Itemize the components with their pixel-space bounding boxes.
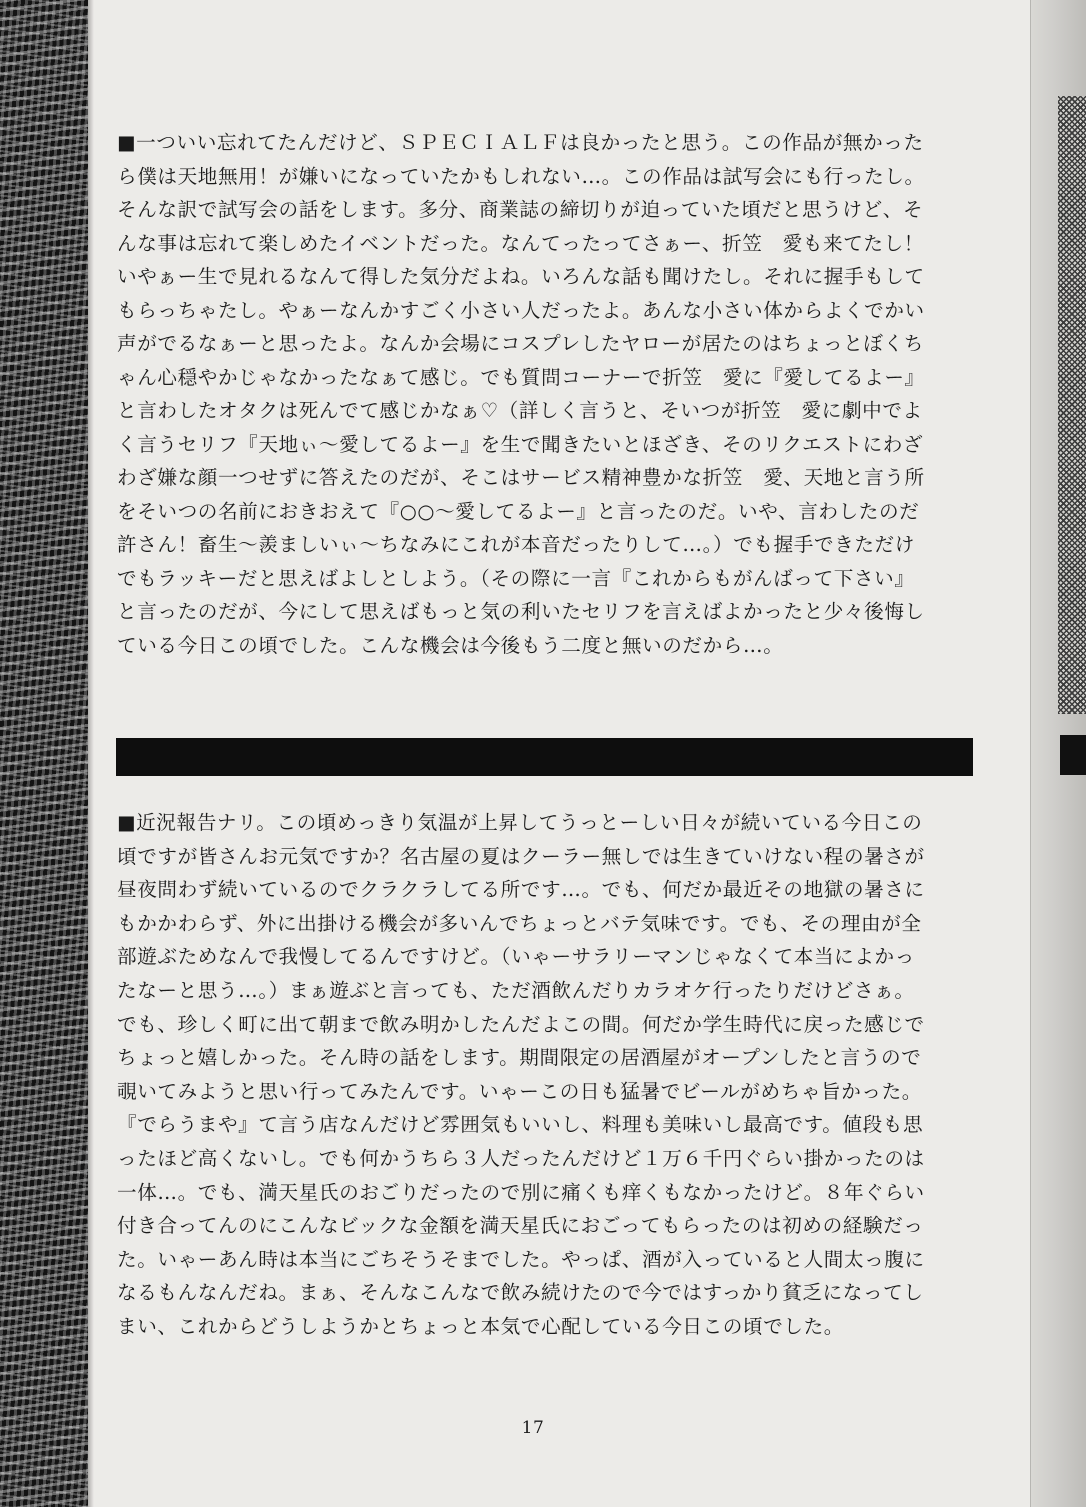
text-line: 部遊ぶためなんで我慢してるんですけど。（いゃーサラリーマンじゃなくて本当によかっ xyxy=(117,945,915,969)
text-line: いやぁー生で見れるなんて得した気分だよね。いろんな話も聞けたし。それに握手もして xyxy=(117,265,925,288)
page-number xyxy=(0,1418,1086,1438)
text-line: わざ嫌な顔一つせずに答えたのだが、そこはサービス精神豊かな折笠 愛、天地と言う所 xyxy=(117,466,925,489)
text-section-1 xyxy=(117,126,973,662)
text-line: 昼夜問わず続いているのでクラクラしてる所です…。でも、何だか最近その地獄の暑さに xyxy=(117,878,925,902)
text-line: ちょっと嬉しかった。そん時の話をします。期間限定の居酒屋がオープンしたと言うので xyxy=(117,1046,922,1070)
section-divider-bar xyxy=(116,738,973,776)
text-line: た。いゃーあん時は本当にごちそうそまでした。やっぱ、酒が入っていると人間太っ腹に xyxy=(117,1247,925,1271)
left-screentone-strip xyxy=(0,0,88,1507)
text-line: をそいつの名前におきおえて『○○～愛してるよー』と言ったのだ。いや、言わしたのだ xyxy=(117,499,920,523)
text-line: ら僕は天地無用！が嫌いになっていたかもしれない…。この作品は試写会にも行ったし。 xyxy=(117,164,925,188)
text-line: もかかわらず、外に出掛ける機会が多いんでちょっとバテ気味です。でも、その理由が全 xyxy=(117,911,922,935)
text-line: 一体…。でも、満天星氏のおごりだったので別に痛くも痒くもなかったけど。８年ぐらい xyxy=(117,1180,925,1204)
text-line: そんな訳で試写会の話をします。多分、商業誌の締切りが迫っていた頃だと思うけど、そ xyxy=(117,198,924,221)
text-line: 許さん！畜生～羨ましいぃ～ちなみにこれが本音だったりして…。）でも握手できただけ xyxy=(117,533,915,556)
text-line: たなーと思う…。）まぁ遊ぶと言っても、ただ酒飲んだりカラオケ行ったりだけどさぁ。 xyxy=(117,978,915,1002)
text-line: でもラッキーだと思えばよしとしよう。（その際に一言『これからもがんばって下さい』 xyxy=(117,566,915,590)
text-line: まい、これからどうしようかとちょっと本気で心配している今日この頃でした。 xyxy=(117,1314,844,1338)
text-line: ■近況報告ナリ。この頃めっきり気温が上昇してうっとーしい日々が続いている今日この xyxy=(117,811,923,834)
text-line: ゃん心穏やかじゃなかったなぁて感じ。でも質問コーナーで折笠 愛に『愛してるよー』 xyxy=(117,365,925,389)
page-number-text: 17 xyxy=(521,1418,545,1438)
text-line: ■一ついい忘れてたんだけど、ＳＰＥＣＩＡＬＦは良かったと思う。この作品が無かった xyxy=(117,131,924,154)
text-line: 『でらうまや』て言う店なんだけど雰囲気もいいし、料理も美味いし最高です。値段も思 xyxy=(117,1113,924,1137)
text-line: ている今日この頃でした。こんな機会は今後もう二度と無いのだから…。 xyxy=(117,633,784,657)
text-line: なるもんなんだね。まぁ、そんなこんなで飲み続けたので今ではすっかり貧乏になってし xyxy=(117,1281,924,1305)
text-line: と言ったのだが、今にして思えばもっと気の利いたセリフを言えばよかったと少々後悔し xyxy=(117,600,925,623)
text-line: 声がでるなぁーと思ったよ。なんか会場にコスプレしたヤローが居たのはちょっとぼくち xyxy=(117,332,924,355)
text-line: 頃ですが皆さんお元気ですか？名古屋の夏はクーラー無しでは生きていけない程の暑さが xyxy=(117,844,925,868)
facing-page-screentone xyxy=(1058,96,1086,714)
text-line: 覗いてみようと思い行ってみたんです。いゃーこの日も猛暑でビールがめちゃ旨かった。 xyxy=(117,1079,923,1103)
text-line: 付き合ってんのにこんなビックな金額を満天星氏におごってもらったのは初めの経験だっ xyxy=(117,1214,924,1238)
text-line: でも、珍しく町に出て朝まで飲み明かしたんだよこの間。何だか学生時代に戻った感じで xyxy=(117,1012,925,1036)
text-line: んな事は忘れて楽しめたイベントだった。なんてったってさぁー、折笠 愛も来てたし！ xyxy=(117,231,924,255)
text-line: く言うセリフ『天地ぃ～愛してるよー』を生で聞きたいとほざき、そのリクエストにわざ xyxy=(117,432,924,456)
facing-page-black-bar xyxy=(1060,735,1086,775)
text-line: と言わしたオタクは死んでて感じかなぁ♡（詳しく言うと、そいつが折笠 愛に劇中でよ xyxy=(117,399,923,422)
text-line: ったほど高くないし。でも何かうちら３人だったんだけど１万６千円ぐらい掛かったのは xyxy=(117,1146,925,1170)
left-strip-shadow xyxy=(88,0,94,1507)
text-line: もらっちゃたし。やぁーなんかすごく小さい人だったよ。あんな小さい体からよくでかい xyxy=(117,298,925,322)
text-section-2 xyxy=(117,806,973,1344)
